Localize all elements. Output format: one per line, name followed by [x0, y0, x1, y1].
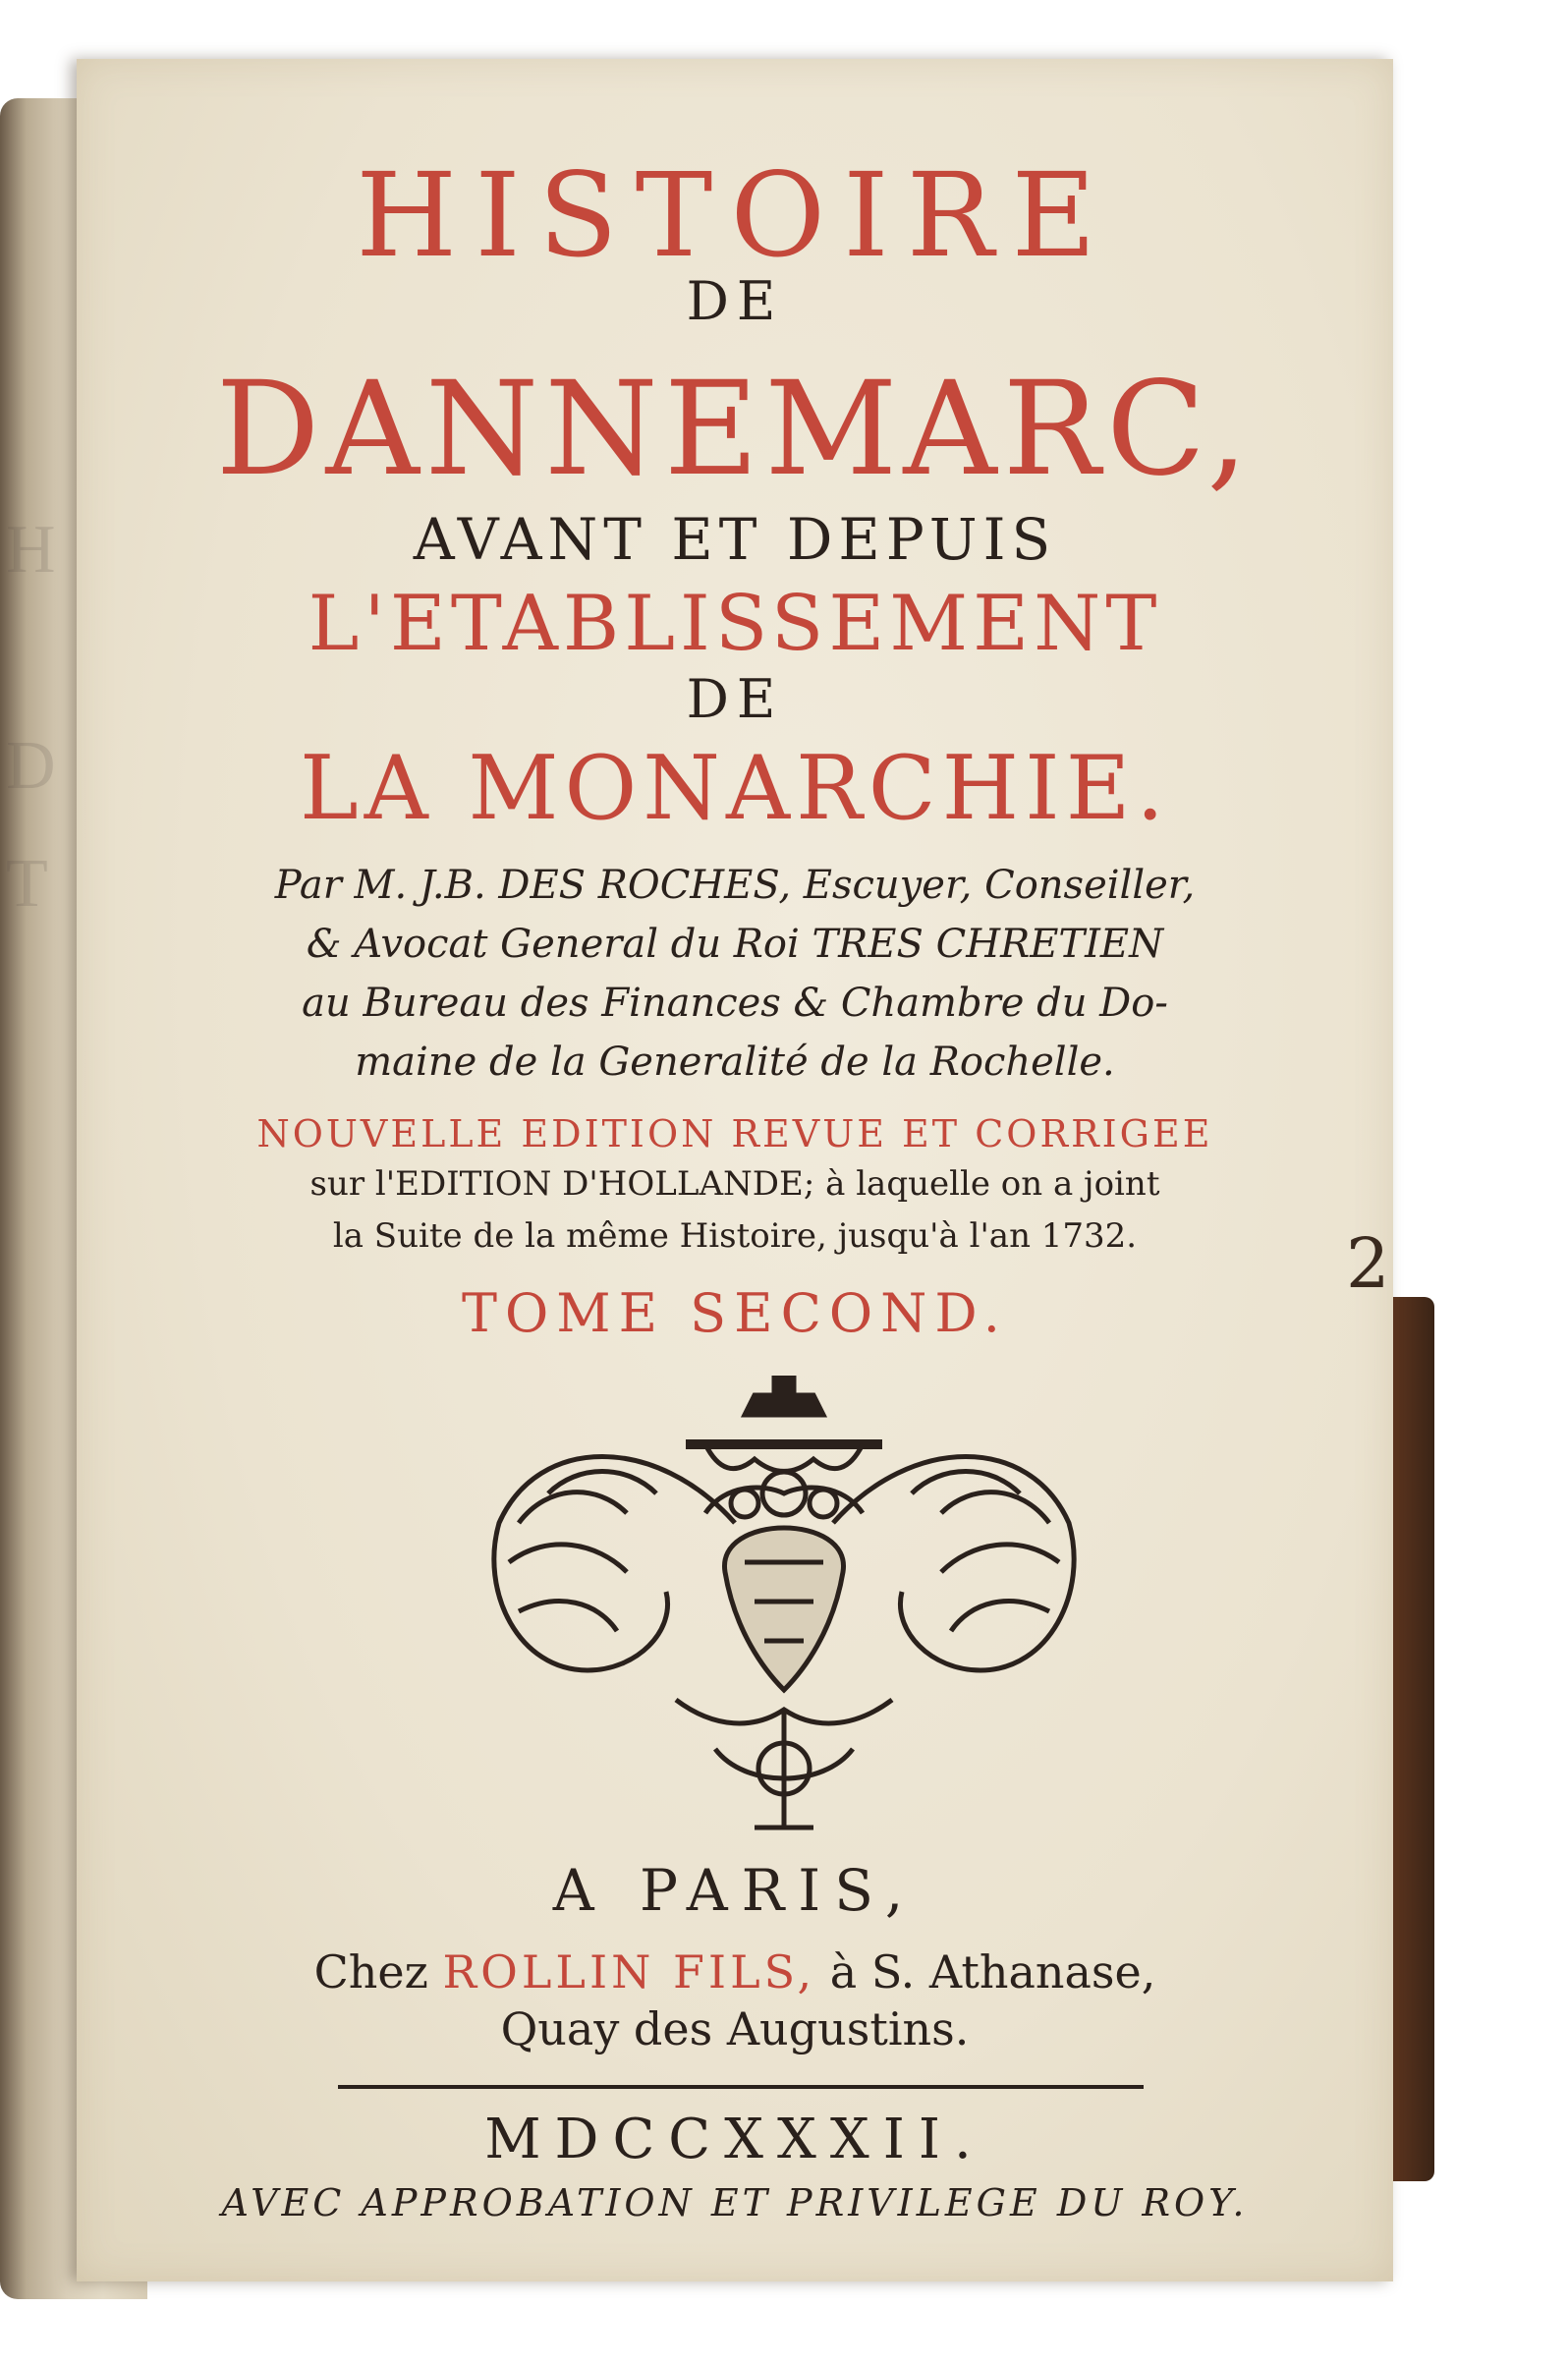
title-de: DE — [686, 270, 784, 332]
edition-line-2: sur l'EDITION D'HOLLANDE; à laquelle on a joint — [309, 1164, 1160, 1204]
imprint-rule — [338, 2085, 1144, 2089]
title-etablissement: L'ETABLISSEMENT — [308, 580, 1162, 668]
title-page — [77, 59, 1393, 2281]
show-through-mark: H — [6, 512, 56, 588]
title-de-second: DE — [686, 668, 784, 730]
author-line-1: Par M. J.B. DES ROCHES, Escuyer, Conseiller, — [274, 863, 1196, 908]
publisher-address: Quay des Augustins. — [500, 2002, 970, 2055]
title-histoire: HISTOIRE — [356, 147, 1114, 283]
imprint-publisher — [77, 1945, 1393, 1998]
publisher-suffix: à S. Athanase, — [829, 1945, 1156, 1998]
imprint-date: MDCCXXXII. — [484, 2108, 985, 2171]
handwritten-volume-mark: 2 — [1346, 1223, 1390, 1304]
title-avant-et-depuis: AVANT ET DEPUIS — [413, 506, 1057, 573]
show-through-mark: T — [6, 846, 48, 922]
title-dannemarc: DANNEMARC, — [215, 354, 1255, 505]
author-line-4: maine de la Generalité de la Rochelle. — [355, 1040, 1115, 1085]
publisher-name: ROLLIN FILS, — [442, 1945, 816, 1998]
privilege-line: AVEC APPROBATION ET PRIVILEGE DU ROY. — [221, 2181, 1249, 2224]
title-monarchie: LA MONARCHIE. — [299, 737, 1171, 840]
author-line-3: au Bureau des Finances & Chambre du Do- — [302, 981, 1168, 1026]
show-through-mark: D — [6, 728, 56, 804]
publisher-prefix: Chez — [313, 1945, 428, 1998]
edition-line-1: NOUVELLE EDITION REVUE ET CORRIGEE — [256, 1112, 1213, 1155]
edition-line-3: la Suite de la même Histoire, jusqu'à l'an 1732. — [332, 1216, 1138, 1256]
author-line-2: & Avocat General du Roi TRES CHRETIEN — [306, 922, 1164, 967]
printers-ornament — [479, 1376, 1089, 1837]
imprint-place: A PARIS, — [552, 1857, 918, 1924]
book — [0, 59, 1434, 2309]
volume-label: TOME SECOND. — [462, 1282, 1008, 1344]
